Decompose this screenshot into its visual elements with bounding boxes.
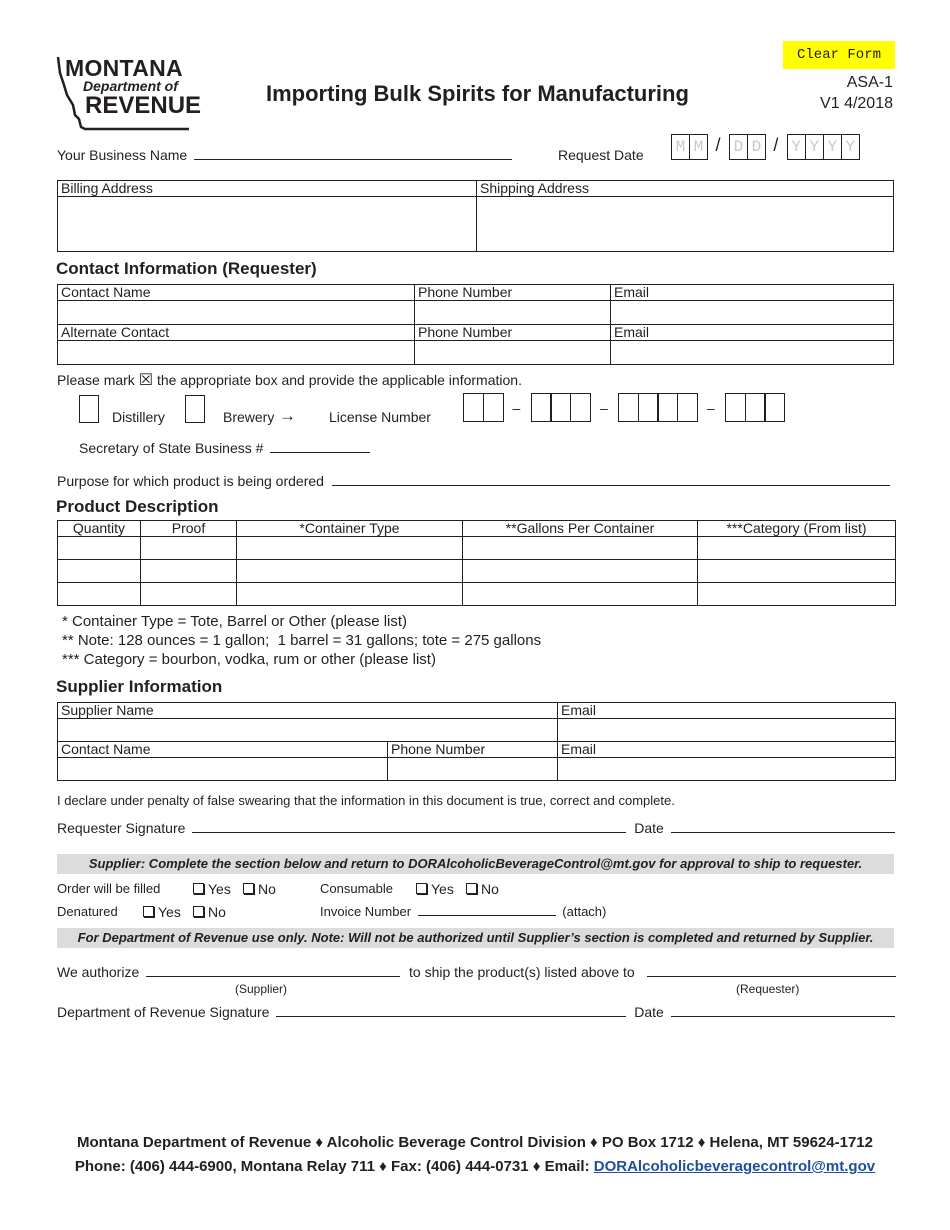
declaration: I declare under penalty of false swearing that the information in this document is true, correct and complete.	[57, 793, 675, 808]
product-heading: Product Description	[56, 497, 219, 516]
distillery-label: Distillery	[112, 409, 165, 425]
product-note-1: * Container Type = Tote, Barrel or Other (please list)	[62, 613, 408, 630]
shipping-address-field[interactable]	[477, 197, 894, 252]
supplier-contact-email-field[interactable]	[558, 758, 896, 781]
alt-email-label: Email	[611, 325, 894, 341]
brewery-checkbox[interactable]	[185, 395, 205, 423]
business-name-field[interactable]	[194, 158, 512, 160]
order-filled-no[interactable]: No	[243, 881, 276, 897]
contact-name-label: Contact Name	[58, 285, 415, 301]
supplier-name-field[interactable]	[58, 719, 558, 742]
business-name-row	[57, 147, 512, 163]
shipping-address-label: Shipping Address	[477, 181, 894, 197]
phone-field[interactable]	[415, 301, 611, 325]
email-field[interactable]	[611, 301, 894, 325]
request-date-field[interactable]: M M / D D / Y Y Y Y	[671, 134, 859, 160]
supplier-instruction-band: Supplier: Complete the section below and return to DORAlcoholicBeverageControl@mt.gov for approval to ship to requester.	[57, 854, 894, 874]
brewery-label: Brewery	[223, 409, 275, 425]
supplier-table	[57, 702, 896, 781]
product-note-3: *** Category = bourbon, vodka, rum or other (please list)	[62, 651, 436, 668]
footer-address: Montana Department of Revenue ♦ Alcoholic Beverage Control Division ♦ PO Box 1712 ♦ Helena, MT 59624-1712	[77, 1134, 873, 1151]
page-title: Importing Bulk Spirits for Manufacturing	[266, 81, 689, 106]
table-row	[58, 560, 896, 583]
supplier-email-field[interactable]	[558, 719, 896, 742]
form-id: ASA-1	[846, 74, 893, 91]
denatured-no[interactable]: No	[193, 904, 226, 920]
col-proof: Proof	[141, 521, 237, 537]
table-row	[58, 583, 896, 606]
alternate-contact-label: Alternate Contact	[58, 325, 415, 341]
supplier-contact-field[interactable]	[58, 758, 388, 781]
authorize-requester-field[interactable]	[647, 975, 896, 977]
product-table	[57, 520, 896, 606]
consumable-yes[interactable]: Yes	[416, 881, 454, 897]
supplier-contact-email-label: Email	[558, 742, 896, 758]
supplier-contact-label: Contact Name	[58, 742, 388, 758]
phone-label: Phone Number	[415, 285, 611, 301]
contact-table	[57, 284, 894, 365]
footer-contact: Phone: (406) 444-6900, Montana Relay 711 ♦ Fax: (406) 444-0731 ♦ Email: DORAlcoholicbeveragecontrol@mt.gov	[74, 1158, 876, 1175]
alternate-contact-field[interactable]	[58, 341, 415, 365]
arrow-right-icon: →	[279, 406, 296, 425]
mark-instruction: Please mark ☒ the appropriate box and provide the applicable information.	[57, 372, 522, 389]
purpose-field[interactable]	[332, 484, 890, 486]
date-yyyy[interactable]: Y Y Y Y	[787, 138, 859, 155]
montana-revenue-logo	[55, 55, 202, 133]
requester-date-field[interactable]	[671, 831, 895, 833]
contact-heading: Contact Information (Requester)	[56, 259, 317, 278]
col-gallons: **Gallons Per Container	[463, 521, 698, 537]
col-quantity: Quantity	[58, 521, 141, 537]
supplier-name-label: Supplier Name	[58, 703, 558, 719]
dor-date-field[interactable]	[671, 1015, 895, 1017]
billing-address-field[interactable]	[58, 197, 477, 252]
consumable-no[interactable]: No	[466, 881, 499, 897]
license-number-label: License Number	[329, 409, 431, 425]
requester-signature-field[interactable]	[192, 831, 626, 833]
license-number-field[interactable]: – – –	[463, 393, 784, 422]
col-category: ***Category (From list)	[698, 521, 896, 537]
alt-phone-field[interactable]	[415, 341, 611, 365]
email-label: Email	[611, 285, 894, 301]
request-date-label: Request Date	[558, 147, 644, 163]
table-row	[58, 537, 896, 560]
sos-row	[79, 440, 370, 456]
denatured-label: Denatured	[57, 904, 118, 919]
billing-address-label: Billing Address	[58, 181, 477, 197]
invoice-row: Invoice Number (attach)	[320, 904, 607, 919]
date-dd[interactable]: D D	[729, 138, 765, 155]
supplier-email-label: Email	[558, 703, 896, 719]
authorize-row: We authorize to ship the product(s) listed above to	[57, 964, 896, 980]
consumable-label: Consumable	[320, 881, 393, 896]
order-filled-yes[interactable]: Yes	[193, 881, 231, 897]
denatured-yes[interactable]: Yes	[143, 904, 181, 920]
form-version: V1 4/2018	[820, 95, 893, 112]
col-container-type: *Container Type	[237, 521, 463, 537]
requester-caption: (Requester)	[736, 982, 800, 996]
dor-signature-field[interactable]	[276, 1015, 626, 1017]
contact-name-field[interactable]	[58, 301, 415, 325]
requester-signature-row: Requester Signature Date	[57, 820, 895, 836]
sos-label: Secretary of State Business #	[79, 440, 264, 456]
checked-box-icon: ☒	[138, 372, 154, 389]
footer-email-link[interactable]: DORAlcoholicbeveragecontrol@mt.gov	[593, 1158, 876, 1175]
purpose-row	[57, 473, 890, 489]
product-note-2: ** Note: 128 ounces = 1 gallon; 1 barrel = 31 gallons; tote = 275 gallons	[62, 632, 542, 649]
logo-name: REVENUE	[85, 92, 202, 119]
supplier-caption: (Supplier)	[235, 982, 288, 996]
sos-field[interactable]	[270, 451, 370, 453]
invoice-number-field[interactable]	[418, 914, 556, 916]
logo-dept: Department of	[83, 78, 178, 94]
alt-phone-label: Phone Number	[415, 325, 611, 341]
business-name-label: Your Business Name	[57, 147, 188, 163]
supplier-phone-label: Phone Number	[388, 742, 558, 758]
alt-email-field[interactable]	[611, 341, 894, 365]
dor-signature-row: Department of Revenue Signature Date	[57, 1004, 895, 1020]
purpose-label: Purpose for which product is being ordered	[57, 473, 324, 489]
supplier-heading: Supplier Information	[56, 677, 223, 696]
order-filled-label: Order will be filled	[57, 881, 161, 896]
distillery-checkbox[interactable]	[79, 395, 99, 423]
dor-use-band: For Department of Revenue use only. Note: Will not be authorized until Supplier’s section is completed and returned by Supplier.	[57, 928, 894, 948]
clear-form-button[interactable]: Clear Form	[783, 41, 895, 69]
authorize-supplier-field[interactable]	[146, 975, 400, 977]
address-table	[57, 180, 894, 252]
logo-state: MONTANA	[65, 55, 183, 81]
supplier-phone-field[interactable]	[388, 758, 558, 781]
date-mm[interactable]: M M	[671, 138, 707, 155]
